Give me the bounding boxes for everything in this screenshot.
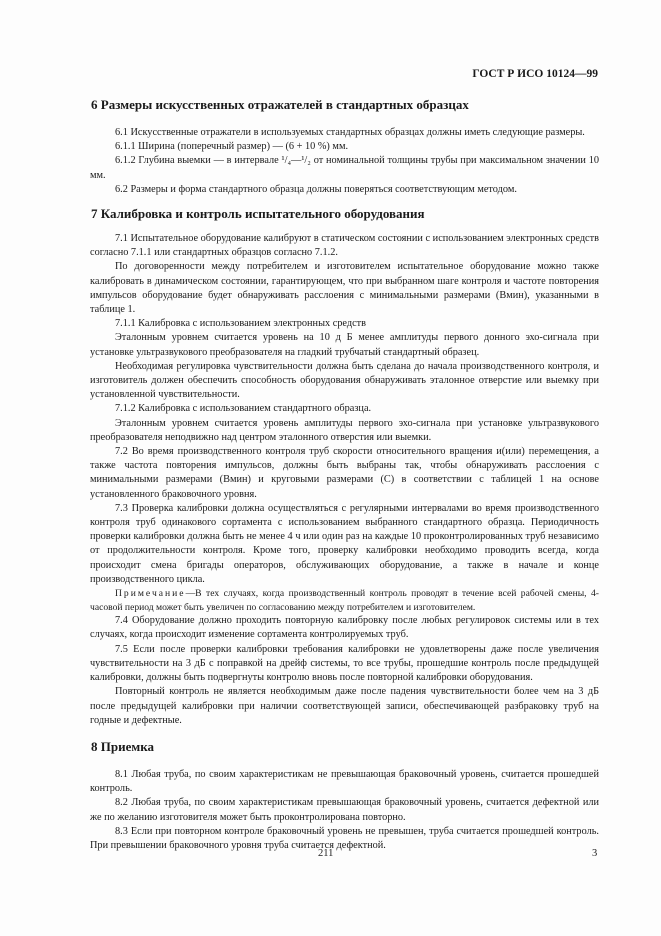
paragraph-6-1-2: 6.1.2 Глубина выемки — в интервале ¹/₄—¹/₂ от номинальной толщины трубы при максимальном значении 10 мм. — [90, 155, 599, 181]
paragraph-7-1-1-adjustment: Необходимая регулировка чувствительности должна быть сделана до начала производственного контроля, и изготовитель должен обеспечить способность оборудования обнаруживать эталонное отверстие или выемку при установленной чувствительности. — [90, 360, 599, 401]
paragraph-6-1-1: 6.1.1 Ширина (поперечный размер) — (6 + 10 %) мм. — [115, 141, 349, 153]
paragraph-7-5: 7.5 Если после проверки калибровки требования калибровки не удовлетворены даже после увеличения чувствительности на 3 дБ с поправкой на дрейф системы, то все трубы, прошедшие контроль после предыдущей калибровки, должны быть подвергнуты контролю вновь после повторной калибровки оборудования. — [90, 643, 599, 684]
paragraph-7-1: 7.1 Испытательное оборудование калибруют в статическом состоянии с использованием электронных средств согласно 7.1.1 или стандартных образцов согласно 7.1.2. — [90, 233, 599, 259]
paragraph-6-2: 6.2 Размеры и форма стандартного образца должны поверяться соответствующим методом. — [115, 183, 517, 195]
page-number-center: 211 — [318, 848, 334, 859]
paragraph-8-3: 8.3 Если при повторном контроле браковочный уровень не превышен, труба считается прошедшей контроль. При превышении браковочного уровня труба считается дефектной. — [90, 825, 599, 851]
note-text: —В тех случаях, когда производственный контроль проводят в течение всей рабочей смены, 4-часовой период может быть увеличен по согласованию между потребителем и изготовителем. — [90, 588, 599, 613]
paragraph-7-5-repeat: Повторный контроль не является необходимым даже после падения чувствительности более чем на 3 дБ после предыдущей калибровки при наличии соответствующей записи, обеспечивающей разбраковку труб на годные и дефектные. — [90, 686, 599, 726]
section-8-heading: 8 Приемка — [91, 738, 155, 754]
paragraph-7-1-2: 7.1.2 Калибровка с использованием стандартного образца. — [115, 403, 372, 415]
paragraph-6-1: 6.1 Искусственные отражатели в используемых стандартных образцах должны иметь следующие размеры. — [115, 127, 585, 138]
paragraph-7-1-2-reference: Эталонным уровнем считается уровень амплитуды первого эхо-сигнала при установке ультразвукового преобразователя неподвижно над центром эталонного отверстия или выемки. — [90, 417, 599, 443]
paragraph-7-4: 7.4 Оборудование должно проходить повторную калибровку после любых регулировок системы или в тех случаях, когда происходит изменение сортамента контролируемых труб. — [90, 615, 599, 641]
document-code: ГОСТ Р ИСО 10124—99 — [472, 68, 598, 80]
paragraph-7-1-agreement: По договоренности между потребителем и изготовителем испытательное оборудование можно также калибровать в динамическом состоянии, гарантирующем, что при выбранном шаге контроля и частоте повторения импульсов оборудование будет обнаруживать расслоения с минимальными размерами (Bмин), указанными в таблице 1. — [90, 261, 599, 316]
paragraph-8-2: 8.2 Любая труба, по своим характеристикам превышающая браковочный уровень, считается дефектной или же по желанию изготовителя может быть проконтролирована повторно. — [90, 797, 599, 823]
paragraph-7-2: 7.2 Во время производственного контроля труб скорости относительного вращения и(или) перемещения, а также частота повторения импульсов, должны быть выбраны так, чтобы обнаруживать расслоения с минимальными размерами (Bмин) и круговыми размерами (C) в соответствии с таблицей 1 на основе установленного браковочного уровня. — [90, 446, 599, 500]
paragraph-7-3: 7.3 Проверка калибровки должна осуществляться с регулярными интервалами во время производственного контроля труб одинакового сортамента с использованием выбранного стандартного образца. Периодичность проверки калибровки должна быть не менее 4 ч или один раз на каждые 10 проконтролированных труб независимо от продолжительности контроля. Кроме того, проверку калибровки необходимо проводить всегда, когда происходит смена бригады операторов, обслуживающих оборудование, а также в начале и конце производственного цикла. — [90, 502, 599, 585]
paragraph-7-1-1: 7.1.1 Калибровка с использованием электронных средств — [115, 318, 367, 330]
paragraph-8-1: 8.1 Любая труба, по своим характеристикам не превышающая браковочный уровень, считается прошедшей контроль. — [90, 768, 599, 795]
paragraph-7-1-1-reference: Эталонным уровнем считается уровень на 10 д Б менее амплитуды первого донного эхо-сигнала при установке ультразвукового преобразователя на гладкий трубчатый стандартный образец. — [90, 332, 599, 358]
document-body — [90, 95, 599, 853]
section-7-heading: 7 Калибровка и контроль испытательного оборудования — [91, 206, 425, 222]
note — [90, 587, 599, 614]
note-label: Примечание — [115, 588, 186, 600]
page-number-right: 3 — [592, 848, 598, 859]
section-6-heading: 6 Размеры искусственных отражателей в стандартных образцах — [91, 97, 469, 112]
